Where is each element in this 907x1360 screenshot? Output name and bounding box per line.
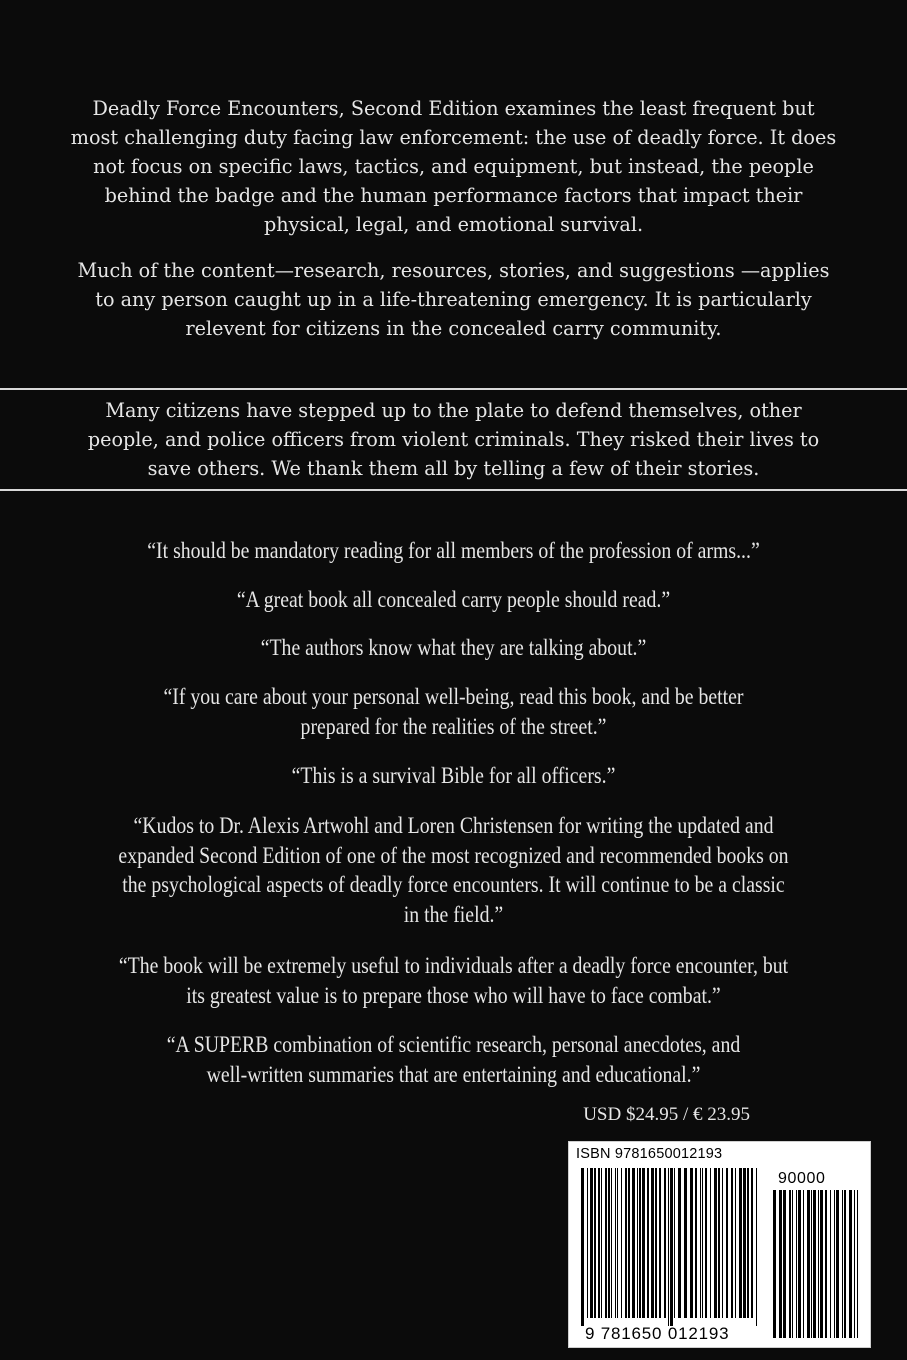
barcode-bar xyxy=(590,1168,593,1318)
barcode-bar xyxy=(722,1168,723,1318)
divider-top xyxy=(0,388,907,390)
barcode-bar xyxy=(659,1168,661,1318)
description-paragraph: Deadly Force Encounters, Second Edition examines the least frequent but most challenging duty facing law enforcement: the use of deadly force. It does not focus on specific laws, tactics, and equipment, but instead, the people behind the badge and the human performance factors that impact their physical, legal, and emotional survival. xyxy=(70,97,837,236)
price-label: USD $24.95 / € 23.95 xyxy=(583,1104,750,1125)
testimonial-quote: “A SUPERB combination of scientific research, personal anecdotes, and well-written summaries that are entertaining and educational.” xyxy=(166,1032,741,1087)
barcode-bar xyxy=(639,1168,641,1318)
barcode-bar xyxy=(789,1190,791,1338)
barcode-bar xyxy=(637,1168,638,1318)
barcode-bar xyxy=(735,1168,736,1318)
barcode-bar xyxy=(798,1190,801,1338)
isbn-barcode xyxy=(568,1141,871,1348)
barcode-bar xyxy=(695,1168,697,1318)
barcode-bar xyxy=(642,1168,645,1318)
barcode-bar xyxy=(594,1168,596,1318)
barcode-bar xyxy=(820,1190,823,1338)
barcode-bar xyxy=(739,1168,742,1318)
barcode-bar xyxy=(670,1168,673,1326)
barcode-bar xyxy=(598,1168,600,1318)
testimonial-quote: “It should be mandatory reading for all members of the profession of arms...” xyxy=(147,538,760,563)
barcode-bar xyxy=(825,1190,827,1338)
testimonial-quote: “If you care about your personal well-being, read this book, and be better prepared for the realities of the street.” xyxy=(163,684,744,739)
barcode-bar xyxy=(587,1168,588,1318)
barcode-bar xyxy=(811,1190,812,1338)
barcode-bar xyxy=(779,1190,782,1338)
barcode-bar xyxy=(718,1168,720,1318)
barcode-bar xyxy=(651,1168,654,1318)
testimonial-quote: “The book will be extremely useful to individuals after a deadly force encounter, but its greatest value is to prepare those who will have to face combat.” xyxy=(118,953,789,1008)
barcode-bar xyxy=(807,1190,810,1338)
barcode-bar xyxy=(830,1190,831,1338)
audience-paragraph: Much of the content—research, resources, stories, and suggestions —applies to any person caught up in a life-threatening emergency. It is particularly relevent for citizens in the concealed carry community. xyxy=(77,259,830,340)
barcode-bar xyxy=(668,1168,669,1326)
testimonial-quote: “This is a survival Bible for all officers.” xyxy=(291,763,616,788)
barcode-bar xyxy=(601,1168,602,1318)
barcode-bar xyxy=(743,1168,746,1318)
barcode-bar xyxy=(605,1168,607,1318)
barcode-bar xyxy=(625,1168,627,1318)
barcode-bar xyxy=(836,1190,839,1338)
barcode-bar xyxy=(792,1190,793,1338)
barcode-bar xyxy=(617,1168,618,1318)
barcode-bar xyxy=(674,1168,675,1318)
barcode-bar xyxy=(751,1168,753,1318)
barcode-bar xyxy=(783,1190,786,1338)
barcode-bar xyxy=(857,1190,858,1338)
barcode-bar xyxy=(664,1168,666,1318)
isbn-digits: 9 781650 012193 xyxy=(585,1324,730,1343)
barcode-bar xyxy=(628,1168,630,1318)
testimonial-quote: “A great book all concealed carry people should read.” xyxy=(236,587,671,612)
barcode-bar xyxy=(726,1168,728,1318)
barcode-bar xyxy=(710,1168,711,1318)
barcode-bar xyxy=(621,1168,622,1318)
divider-bottom xyxy=(0,489,907,491)
barcode-bar xyxy=(684,1168,687,1318)
barcode-bar xyxy=(796,1190,797,1338)
barcode-bar xyxy=(849,1190,852,1338)
isbn-label: ISBN 9781650012193 xyxy=(576,1146,723,1162)
barcode-bar xyxy=(705,1168,707,1318)
barcode-bar xyxy=(615,1168,616,1318)
barcode-bar xyxy=(632,1168,635,1318)
price-code: 90000 xyxy=(778,1170,826,1187)
barcode-bar xyxy=(608,1168,610,1318)
barcode-bar xyxy=(813,1190,816,1338)
barcode-bar xyxy=(581,1168,584,1326)
barcode-bar xyxy=(854,1190,855,1338)
barcode-bar xyxy=(611,1168,612,1318)
barcode-bar xyxy=(655,1168,657,1318)
testimonial-quote: “Kudos to Dr. Alexis Artwohl and Loren Christensen for writing the updated and expanded Second Edition of one of the most recognized and recommended books on the psychological aspects of deadly force encounters. It will continue to be a classic in the field.” xyxy=(118,813,789,927)
citizens-note: Many citizens have stepped up to the plate to defend themselves, other people, and police officers from violent criminals. They risked their lives to save others. We thank them all by telling a few of their stories. xyxy=(87,399,820,480)
barcode-bar xyxy=(678,1168,681,1318)
barcode-bar xyxy=(700,1168,701,1318)
barcode-bar xyxy=(756,1168,757,1326)
barcode-bar xyxy=(803,1190,804,1338)
barcode-bar xyxy=(647,1168,649,1318)
barcode-bar xyxy=(842,1190,843,1338)
barcode-bar xyxy=(731,1168,733,1318)
barcode-bars xyxy=(569,1142,872,1349)
barcode-bar xyxy=(747,1168,749,1318)
barcode-bar xyxy=(818,1190,819,1338)
barcode-bar xyxy=(702,1168,703,1318)
barcode-bar xyxy=(834,1190,835,1338)
testimonial-quote: “The authors know what they are talking about.” xyxy=(260,635,647,660)
barcode-bar xyxy=(690,1168,693,1318)
barcode-bar xyxy=(714,1168,717,1318)
barcode-bar xyxy=(844,1190,846,1338)
barcode-bar xyxy=(773,1190,776,1338)
